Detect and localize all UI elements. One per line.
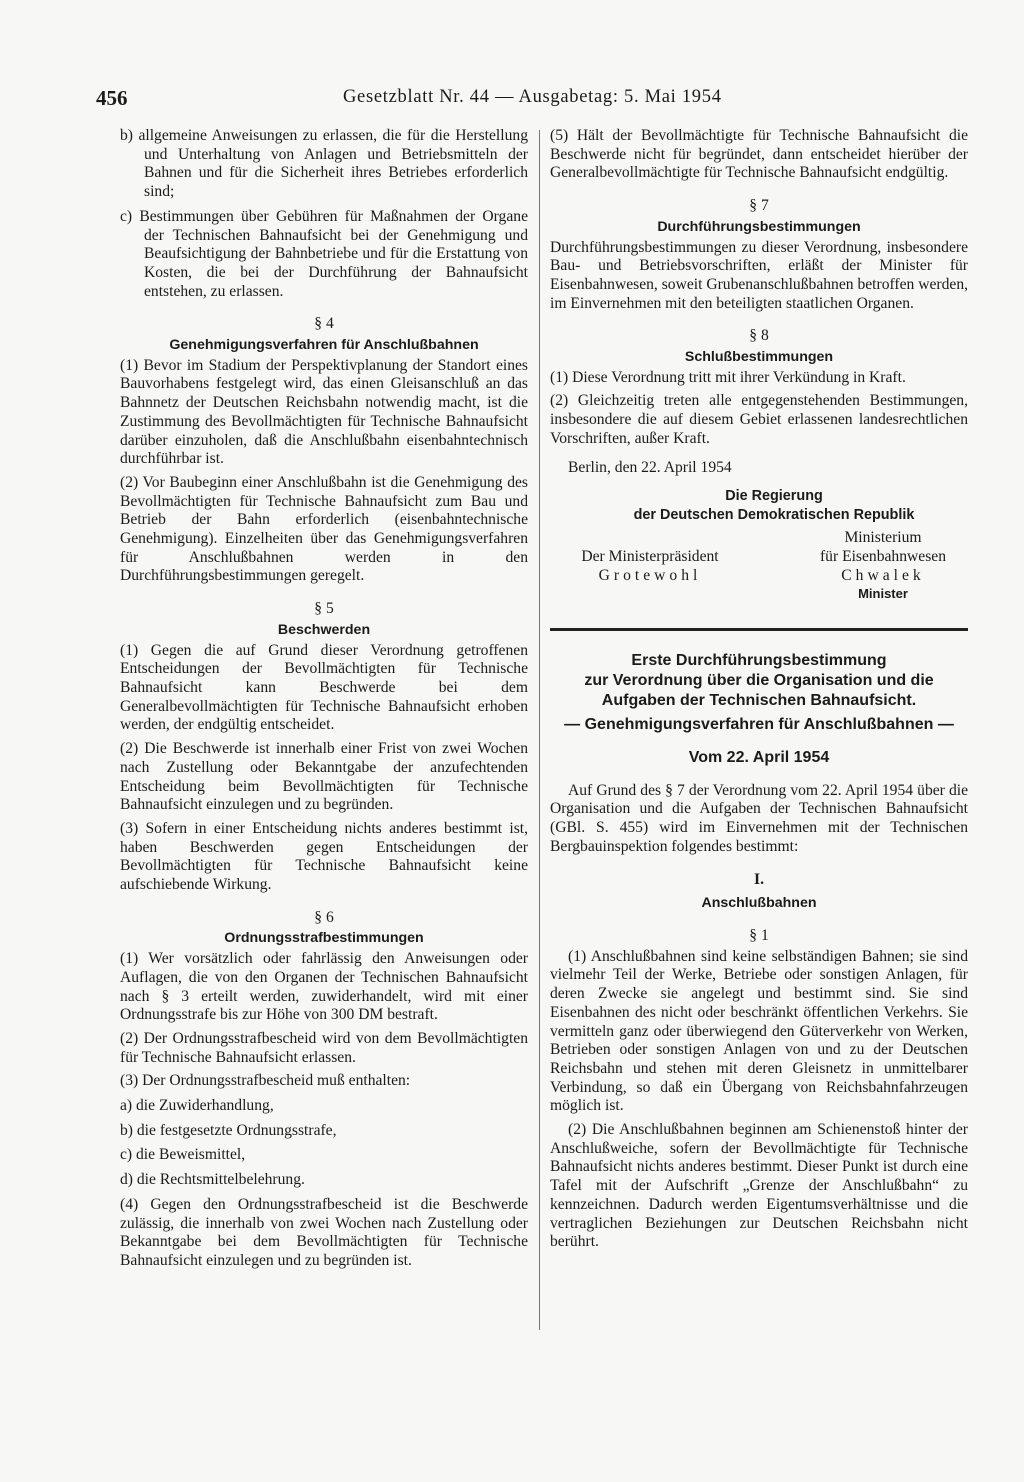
title-line-2: zur Verordnung über die Organisation und die (584, 672, 934, 690)
left-column (120, 127, 528, 1276)
title-line-1: Erste Durchführungsbestimmung (631, 652, 887, 670)
document-date: Vom 22. April 1954 (688, 749, 830, 767)
section-6-paragraph-3: (3) Der Ordnungsstrafbescheid muß enthalten: (120, 1072, 411, 1090)
section-1-paragraph-2: (2) Die Anschlußbahnen beginnen am Schienenstoß hinter der Anschlußweiche, sofern der Bevollmächtigte für Technische Bahnaufsicht nichts anderes bestimmt. Dieser Punkt ist durch eine Tafel mit der Aufschrift „Grenze der Anschlußbahn“ zu kennzeichnen. Dadurch werden Eigentumsverhältnisse und die vertraglichen Beziehungen zur Deutschen Reichsbahn nicht berührt. (550, 1121, 968, 1251)
section-1-number: § 1 (749, 926, 769, 944)
page-header (96, 86, 966, 116)
right-column (550, 127, 968, 1257)
section-6-item-a: a) die Zuwiderhandlung, (120, 1097, 274, 1115)
signatory-right-name: Chwalek (841, 566, 925, 584)
signature-left (550, 529, 750, 604)
signatory-right-title-1: Ministerium (844, 529, 922, 547)
section-5-paragraph-1: (1) Gegen die auf Grund dieser Verordnung getroffenen Entscheidungen der Bevollmächtigten für Technische Bahnaufsicht kann Beschwerde bei dem Generalbevollmächtigten für Technische Bahnaufsicht erhoben werden, der endgültig entscheidet. (120, 641, 528, 734)
section-rule (550, 628, 968, 631)
part-title: Anschlußbahnen (701, 895, 817, 912)
section-8-number: § 8 (749, 327, 769, 345)
section-7-number: § 7 (749, 197, 769, 215)
signatory-right-role: Minister (858, 586, 908, 602)
section-6-item-d: d) die Rechtsmittelbelehrung. (120, 1171, 305, 1189)
signature-right (798, 529, 968, 604)
section-6-item-c: c) die Beweismittel, (120, 1146, 246, 1164)
section-5-title: Beschwerden (277, 621, 371, 638)
section-4-number: § 4 (314, 315, 334, 333)
government-line-2: der Deutschen Demokratischen Republik (633, 507, 915, 524)
section-7-paragraph: Durchführungsbestimmungen zu dieser Verordnung, insbesondere Bau- und Betriebsvorschriften, erläßt der Minister für Eisenbahnwesen, soweit Grubenanschlußbahnen betroffen werden, im Einvernehmen mit den beteiligten staatlichen Organen. (550, 238, 969, 312)
column-divider (539, 130, 540, 1330)
title-line-4: — Genehmigungsverfahren für Anschlußbahnen — (564, 716, 954, 734)
section-1-paragraph-1: (1) Anschlußbahnen sind keine selbständigen Bahnen; sie sind vielmehr Teil der Werke, Betriebe oder sonstigen Anlagen, für deren Zwecke sie angelegt und bestimmt sind. Sie sind Eisenbahnen des nicht oder beschränkt öffentlichen Verkehrs. Sie vermitteln ganz oder überwiegend den Güterverkehr von Werken, Betrieben oder sonstigen Anlagen von und zu der Deutschen Reichsbahn und stehen mit deren Gleisnetz in unmittelbarer Verbindung, so daß ein Übergang von Reichsbahnfahrzeugen möglich ist. (550, 947, 968, 1115)
section-6-number: § 6 (314, 908, 334, 926)
signatory-left-title: Der Ministerpräsident (581, 548, 719, 566)
government-block (580, 487, 968, 525)
section-4-paragraph-1: (1) Bevor im Stadium der Perspektivplanung der Standort eines Bauvorhabens festgelegt wird, das einen Gleisanschluß an das Bahnnetz der Deutschen Reichsbahn notwendig macht, ist die Zustimmung des Bevollmächtigten für Technische Bahnaufsicht darüber einzuholen, daß die Anschlußbahn eisenbahntechnisch durchführbar ist. (120, 356, 528, 468)
section-4-title: Genehmigungsverfahren für Anschlußbahnen (169, 337, 479, 354)
list-item-c: c) Bestimmungen über Gebühren für Maßnahmen der Organe der Technischen Bahnaufsicht bei der Genehmigung und Beaufsichtigung der Bahnbetriebe und für die Erstattung von Kosten, die bei der Durchführung der Bahnaufsicht entstehen, zu erlassen. (120, 207, 528, 300)
section-6-item-b: b) die festgesetzte Ordnungsstrafe, (120, 1121, 337, 1139)
section-4-paragraph-2: (2) Vor Baubeginn einer Anschlußbahn ist die Genehmigung des Bevollmächtigten für Technische Bahnaufsicht zum Bau und Betrieb der Bahn erforderlich (eisenbahntechnische Genehmigung). Einzelheiten über das Genehmigungsverfahren für Anschlußbahnen werden in den Durchführungsbestimmungen geregelt. (120, 473, 528, 585)
section-8-paragraph-2: (2) Gleichzeitig treten alle entgegenstehenden Bestimmungen, insbesondere die auf diesem Gebiet erlassenen landesrechtlichen Vorschriften, außer Kraft. (550, 392, 968, 447)
list-item-b: b) allgemeine Anweisungen zu erlassen, die für die Herstellung und Unterhaltung von Anlagen und Betriebsmitteln der Bahnen und für die Sicherheit ihres Betriebes erforderlich sind; (120, 127, 528, 201)
signature-row (550, 529, 968, 604)
section-5-number: § 5 (314, 600, 334, 618)
signatory-left-name: Grotewohl (598, 566, 702, 584)
section-5-paragraph-2: (2) Die Beschwerde ist innerhalb einer Frist von zwei Wochen nach Zustellung oder Bekanntgabe der anzufechtenden Entscheidung beim Bevollmächtigten für Technische Bahnaufsicht einzulegen und zu begründen. (120, 740, 528, 814)
section-8-paragraph-1: (1) Diese Verordnung tritt mit ihrer Verkündung in Kraft. (550, 368, 906, 386)
intro-paragraph: Auf Grund des § 7 der Verordnung vom 22. April 1954 über die Organisation und die Aufgaben der Technischen Bahnaufsicht (GBl. S. 455) wird im Einvernehmen mit der Technischen Bergbauinspektion folgendes bestimmt: (550, 781, 968, 855)
section-8-title: Schlußbestimmungen (684, 349, 834, 366)
section-6-paragraph-2: (2) Der Ordnungsstrafbescheid wird von dem Bevollmächtigten für Technische Bahnaufsicht erlassen. (120, 1029, 528, 1066)
place-date: Berlin, den 22. April 1954 (568, 458, 732, 476)
signatory-right-title-2: für Eisenbahnwesen (819, 547, 946, 565)
page-number: 456 (96, 86, 128, 110)
running-head: Gesetzblatt Nr. 44 — Ausgabetag: 5. Mai 1954 (343, 87, 722, 107)
section-5-paragraph-5: (5) Hält der Bevollmächtigte für Technische Bahnaufsicht die Beschwerde nicht für begründet, dann entscheidet hierüber der Generalbevollmächtigte für Technische Bahnaufsicht endgültig. (550, 127, 968, 182)
part-number: I. (754, 870, 764, 888)
title-line-3: Aufgaben der Technischen Bahnaufsicht. (601, 692, 917, 710)
section-6-paragraph-4: (4) Gegen den Ordnungsstrafbescheid ist die Beschwerde zulässig, die innerhalb von zwei Wochen nach Zustellung oder Bekanntgabe bei dem Bevollmächtigten für Technische Bahnaufsicht einzulegen und zu begründen ist. (120, 1195, 528, 1269)
section-6-paragraph-1: (1) Wer vorsätzlich oder fahrlässig den Anweisungen oder Auflagen, die von den Organen der Technischen Bahnaufsicht nach § 3 erteilt werden, zuwiderhandelt, wird mit einer Ordnungsstrafe bis zur Höhe von 300 DM bestraft. (120, 950, 528, 1024)
document-title (550, 651, 968, 735)
section-5-paragraph-3: (3) Sofern in einer Entscheidung nichts anderes bestimmt ist, haben Beschwerden gegen Entscheidungen der Bevollmächtigten für Technische Bahnaufsicht keine aufschiebende Wirkung. (120, 819, 528, 894)
section-6-title: Ordnungsstrafbestimmungen (224, 930, 424, 947)
government-line-1: Die Regierung (725, 488, 823, 505)
section-7-title: Durchführungsbestimmungen (657, 218, 861, 235)
